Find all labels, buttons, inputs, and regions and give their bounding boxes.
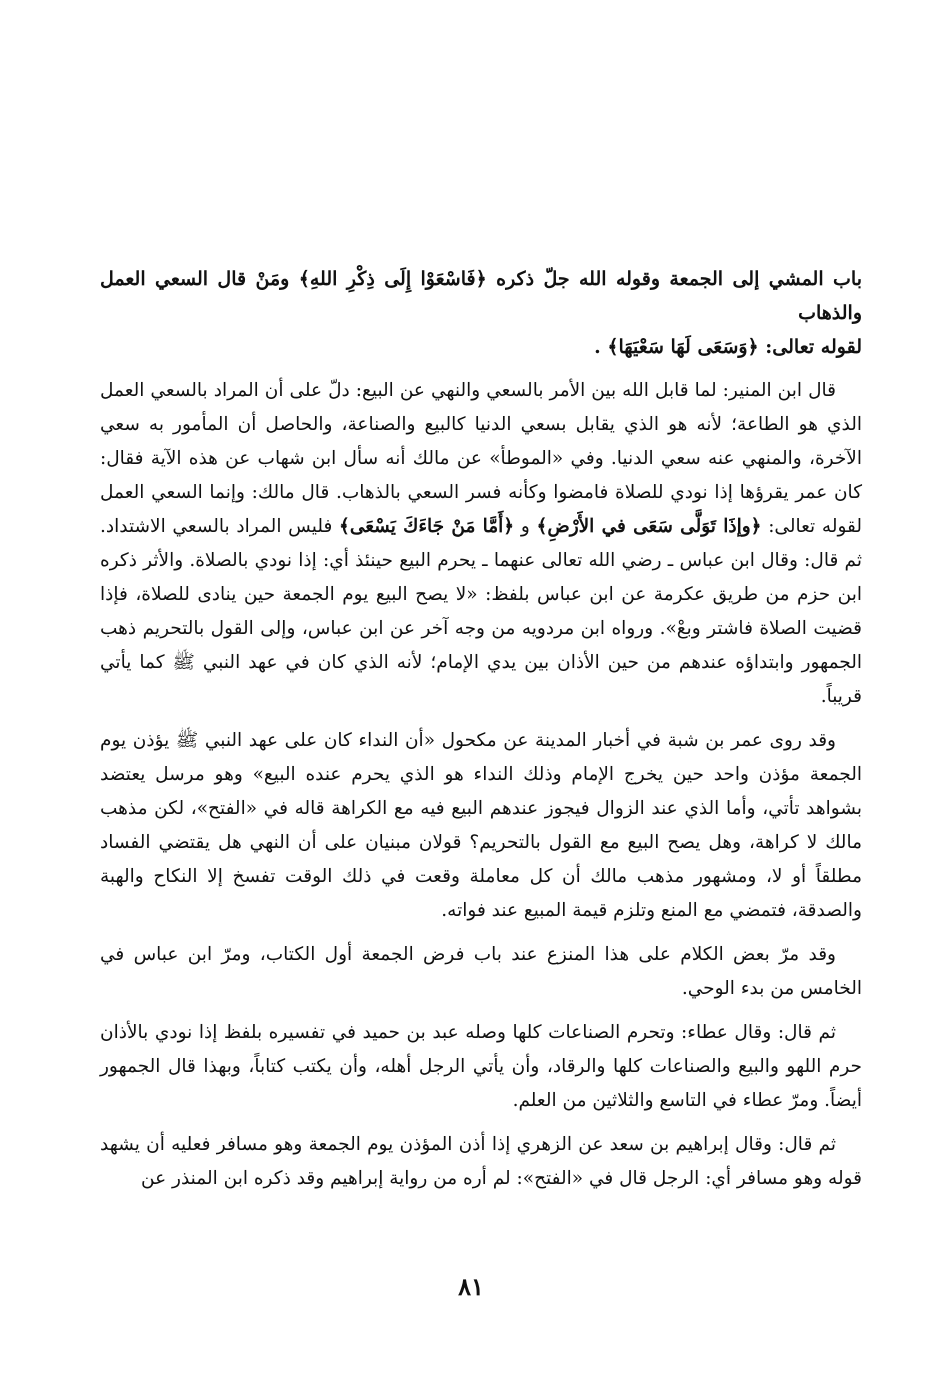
paragraph-1-part-1: قال ابن المنير: لما قابل الله بين الأمر بالسعي والنهي عن البيع: دلّ على أن المراد بالسعي العمل الذي هو الطاعة؛ لأنه هو الذي يقابل بسعي الدنيا كالبيع والصناعة، والحاصل أن المأمور به سعي الآخرة، والمنهي عنه سعي الدنيا. وفي «الموطأ» عن مالك أنه سأل ابن شهاب عن هذه الآية فقال: كان عمر يقرؤها إذا نودي للصلاة فامضوا وكأنه فسر السعي بالذهاب. قال مالك: وإنما السعي العمل لقوله تعالى: [100,380,863,537]
page-number: ٨١ [458,1272,484,1301]
quran-verse-2: ﴿أَمَّا مَنْ جَاءَكَ يَسْعَى﴾ [339,516,515,537]
paragraph-5: ثم قال: وقال إبراهيم بن سعد عن الزهري إذا أذن المؤذن يوم الجمعة وهو مسافر فعليه أن يشهد قوله وهو مسافر أي: الرجل قال في «الفتح»: لم أره من رواية إبراهيم وقد ذكره ابن المنذر عن [100,1134,862,1189]
chapter-heading [100,262,862,364]
paragraph-1-part-2: فليس المراد بالسعي الاشتداد. ثم قال: وقال ابن عباس ـ رضي الله تعالى عنهما ـ يحرم البيع حينئذ أي: إذا نودي بالصلاة. والأثر ذكره ابن حزم من طريق عكرمة عن ابن عباس بلفظ: «لا يصح البيع يوم الجمعة حين ينادى للصلاة، فإذا قضيت الصلاة فاشتر وبعْ». ورواه ابن مردويه من وجه آخر عن ابن عباس، وإلى القول بالتحريم ذهب الجمهور وابتداؤه عندهم من حين الأذان بين يدي الإمام؛ لأنه الذي كان في عهد النبي ﷺ كما يأتي قريباً. [100,516,862,707]
heading-line-2-prefix: لقوله تعالى: [765,336,862,358]
paragraph-1 [100,374,862,714]
connector-word: و [520,516,530,537]
heading-quran-verse: ﴿وَسَعَى لَهَا سَعْيَهَا﴾ [607,336,759,358]
paragraph-2: وقد روى عمر بن شبة في أخبار المدينة عن مكحول «أن النداء كان على عهد النبي ﷺ يؤذن يوم الجمعة مؤذن واحد حين يخرج الإمام وذلك النداء هو الذي يحرم عنده البيع» وهو مرسل يعتضد بشواهد تأتي، وأما الذي عند الزوال فيجوز عندهم البيع فيه مع الكراهة قاله في «الفتح»، لكن مذهب مالك لا كراهة، وهل يصح البيع مع القول بالتحريم؟ قولان مبنيان على أن النهي هل يقتضي الفساد مطلقاً أو لا، ومشهور مذهب مالك أن كل معاملة وقعت في ذلك الوقت تفسخ إلا النكاح والهبة والصدقة، فتمضي مع المنع وتلزم قيمة المبيع عند فواته. [100,730,862,921]
paragraph-4: ثم قال: وقال عطاء: وتحرم الصناعات كلها وصله عبد بن حميد في تفسيره بلفظ إذا نودي بالأذان حرم اللهو والبيع والصناعات كلها والرقاد، وأن يأتي الرجل أهله، وأن يكتب كتاباً، وبهذا قال الجمهور أيضاً. ومرّ عطاء في التاسع والثلاثين من العلم. [100,1022,862,1111]
heading-line-2 [100,330,862,364]
quran-verse-1: ﴿وإذَا تَوَلَّى سَعَى في الأَرْضِ﴾ [536,516,762,537]
paragraph-3: وقد مرّ بعض الكلام على هذا المنزع عند باب فرض الجمعة أول الكتاب، ومرّ ابن عباس في الخامس من بدء الوحي. [100,944,862,999]
heading-line-2-suffix: . [594,336,601,358]
heading-line-1: باب المشي إلى الجمعة وقوله الله جلّ ذكره ﴿فَاسْعَوْا إِلَى ذِكْرِ اللهِ﴾ ومَنْ قال السعي العمل والذهاب [100,268,862,324]
page-body [100,262,862,1206]
